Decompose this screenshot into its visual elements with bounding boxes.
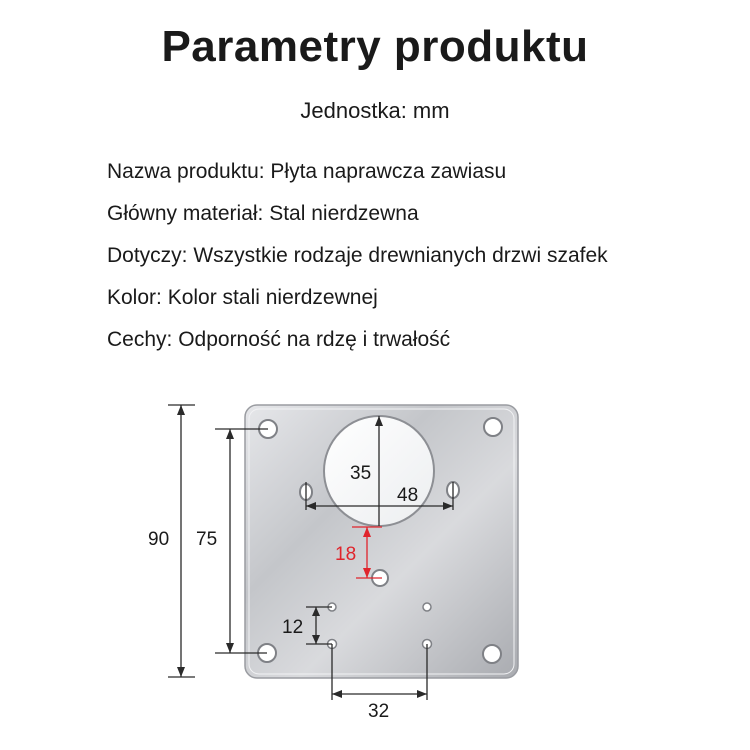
dimension-90-label: 90	[148, 529, 170, 550]
spec-color: Kolor: Kolor stali nierdzewnej	[107, 286, 378, 309]
dimension-12-label: 12	[282, 617, 304, 638]
page-title: Parametry produktu	[161, 22, 589, 71]
spec-features: Cechy: Odporność na rdzę i trwałość	[107, 328, 451, 351]
unit-label: Jednostka: mm	[300, 98, 450, 123]
dimension-35-label: 35	[350, 463, 372, 484]
dimension-75-label: 75	[196, 529, 218, 550]
dimension-18-label: 18	[335, 544, 357, 565]
dimension-32-label: 32	[368, 701, 390, 722]
dimension-48-label: 48	[397, 485, 419, 506]
spec-material: Główny materiał: Stal nierdzewna	[107, 202, 419, 225]
spec-applies-to: Dotyczy: Wszystkie rodzaje drewnianych drzwi szafek	[107, 244, 608, 267]
dimension-90	[168, 405, 195, 677]
spec-product-name: Nazwa produktu: Płyta naprawcza zawiasu	[107, 160, 507, 183]
